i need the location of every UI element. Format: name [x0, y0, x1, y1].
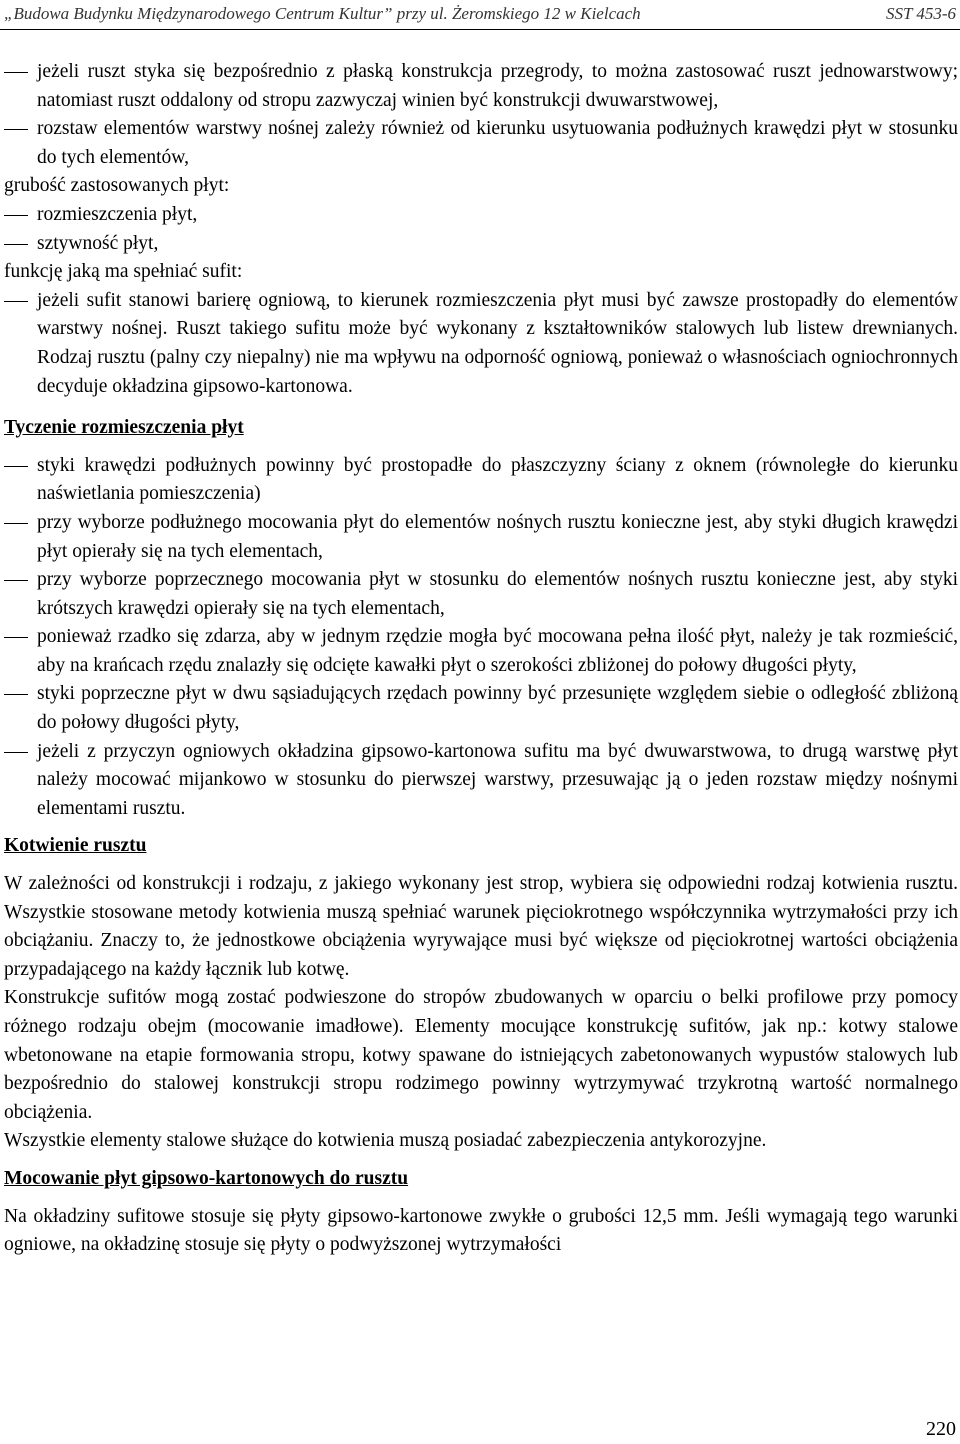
list-item — [4, 623, 958, 680]
subsection-label: grubość zastosowanych płyt: — [4, 175, 230, 197]
dash-bullet — [4, 452, 37, 467]
section-heading: Tyczenie rozmieszczenia płyt — [4, 417, 244, 439]
list-item-text: jeżeli ruszt styka się bezpośrednio z płaską konstrukcja przegrody, to można zastosować ruszt jednowarstwowy; natomiast ruszt oddalony od stropu zazwyczaj winien być konstrukcji dwuwarstwowej, — [37, 61, 958, 111]
list-item-text: przy wyborze poprzecznego mocowania płyt w stosunku do elementów nośnych rusztu konieczne jest, aby styki krótszych krawędzi opierały się na tych elementach, — [37, 569, 958, 619]
list-item-text: przy wyborze podłużnego mocowania płyt do elementów nośnych rusztu konieczne jest, aby styki długich krawędzi płyt opierały się na tych elementach, — [37, 511, 958, 562]
list-item-text: rozstaw elementów warstwy nośnej zależy również od kierunku usytuowania podłużnych krawędzi płyt w stosunku do tych elementów, — [37, 118, 958, 168]
dash-bullet — [4, 201, 37, 216]
dash-bullet — [4, 680, 37, 695]
list-item-text: sztywność płyt, — [37, 232, 159, 254]
list-item — [4, 58, 958, 115]
list-item-text: jeżeli sufit stanowi barierę ogniową, to kierunek rozmieszczenia płyt musi być zawsze prostopadły do elementów warstwy nośnej. Ruszt takiego sufitu może być wykonany z kształtowników stalowych lub listew drewnianych. Rodzaj rusztu (palny czy niepalny) nie ma wpływu na odporność ogniową, ponieważ o własnościach ogniochronnych decyduje okładzina gipsowo-kartonowa. — [37, 289, 958, 397]
list-item — [4, 509, 958, 566]
subsection-label: funkcję jaką ma spełniać sufit: — [4, 261, 243, 283]
section-heading: Mocowanie płyt gipsowo-kartonowych do rusztu — [4, 1167, 409, 1189]
dash-bullet — [4, 115, 37, 130]
dash-bullet — [4, 623, 37, 638]
dash-bullet — [4, 566, 37, 581]
document-body — [4, 58, 958, 1260]
paragraph: Konstrukcje sufitów mogą zostać podwieszone do stropów zbudowanych w oparciu o belki profilowe przy pomocy różnego rodzaju obejm (mocowanie imadłowe). Elementy mocujące konstrukcję sufitów, jak np.: kotwy stalowe wbetonowane na etapie formowania stropu, kotwy spawane do istniejących zabetonowanych wypustów stalowych lub bezpośrednio do stalowej konstrukcji stropu rodzimego powinny wytrzymywać trzykrotną wartość normalnego obciążenia. — [4, 987, 958, 1123]
paragraph: Na okładziny sufitowe stosuje się płyty gipsowo-kartonowe zwykłe o grubości 12,5 mm. Jeśli wymagają tego warunki ogniowe, na okładzinę stosuje się płyty o podwyższonej wytrzymałości — [4, 1205, 958, 1256]
list-item-text: jeżeli z przyczyn ogniowych okładzina gipsowo-kartonowa sufitu ma być dwuwarstwowa, to drugą warstwę płyt należy mocować mijankowo w stosunku do pierwszej warstwy, przesuwając ją o jeden rozstaw między nośnymi elementami rusztu. — [37, 740, 958, 819]
page-header — [0, 0, 960, 30]
dash-bullet — [4, 509, 37, 524]
list-item — [4, 230, 958, 259]
dash-bullet — [4, 230, 37, 245]
list-item — [4, 738, 958, 824]
list-item — [4, 115, 958, 172]
header-rule — [0, 29, 960, 30]
list-item — [4, 566, 958, 623]
header-title: „Budowa Budynku Międzynarodowego Centrum Kultur” przy ul. Żeromskiego 12 w Kielcach — [4, 4, 641, 23]
list-item-text: rozmieszczenia płyt, — [37, 203, 198, 225]
dash-bullet — [4, 287, 37, 302]
list-item — [4, 201, 958, 230]
dash-bullet — [4, 738, 37, 753]
paragraph: Wszystkie elementy stalowe służące do kotwienia muszą posiadać zabezpieczenia antykorozyjne. — [4, 1130, 767, 1152]
list-item-text: styki poprzeczne płyt w dwu sąsiadujących rzędach powinny być przesunięte względem siebie o odległość zbliżoną do połowy długości płyty, — [37, 683, 958, 734]
dash-bullet — [4, 58, 37, 73]
section-heading: Kotwienie rusztu — [4, 835, 147, 857]
list-item — [4, 680, 958, 737]
list-item-text: ponieważ rzadko się zdarza, aby w jednym rzędzie mogła być mocowana pełna ilość płyt, należy je tak rozmieścić, aby na krańcach rzędu znalazły się odcięte kawałki płyt o szerokości zbliżonej do połowy długości płyty, — [37, 626, 958, 676]
paragraph: W zależności od konstrukcji i rodzaju, z jakiego wykonany jest strop, wybiera się odpowiedni rodzaj kotwienia rusztu. Wszystkie stosowane metody kotwienia muszą spełniać warunek pięciokrotnego współczynnika wytrzymałości przy ich obciążaniu. Znaczy to, że jednostkowe obciążenia wyrywające musi być większe od pięciokrotnej wartości obciążenia przypadającego na każdy łącznik lub kotwę. — [4, 873, 958, 980]
list-item — [4, 287, 958, 401]
list-item — [4, 452, 958, 509]
list-item-text: styki krawędzi podłużnych powinny być prostopadłe do płaszczyzny ściany z oknem (równoległe do kierunku naświetlania pomieszczenia) — [37, 454, 958, 505]
page-number: 220 — [926, 1418, 956, 1440]
header-spec-code: SST 453-6 — [885, 4, 956, 23]
